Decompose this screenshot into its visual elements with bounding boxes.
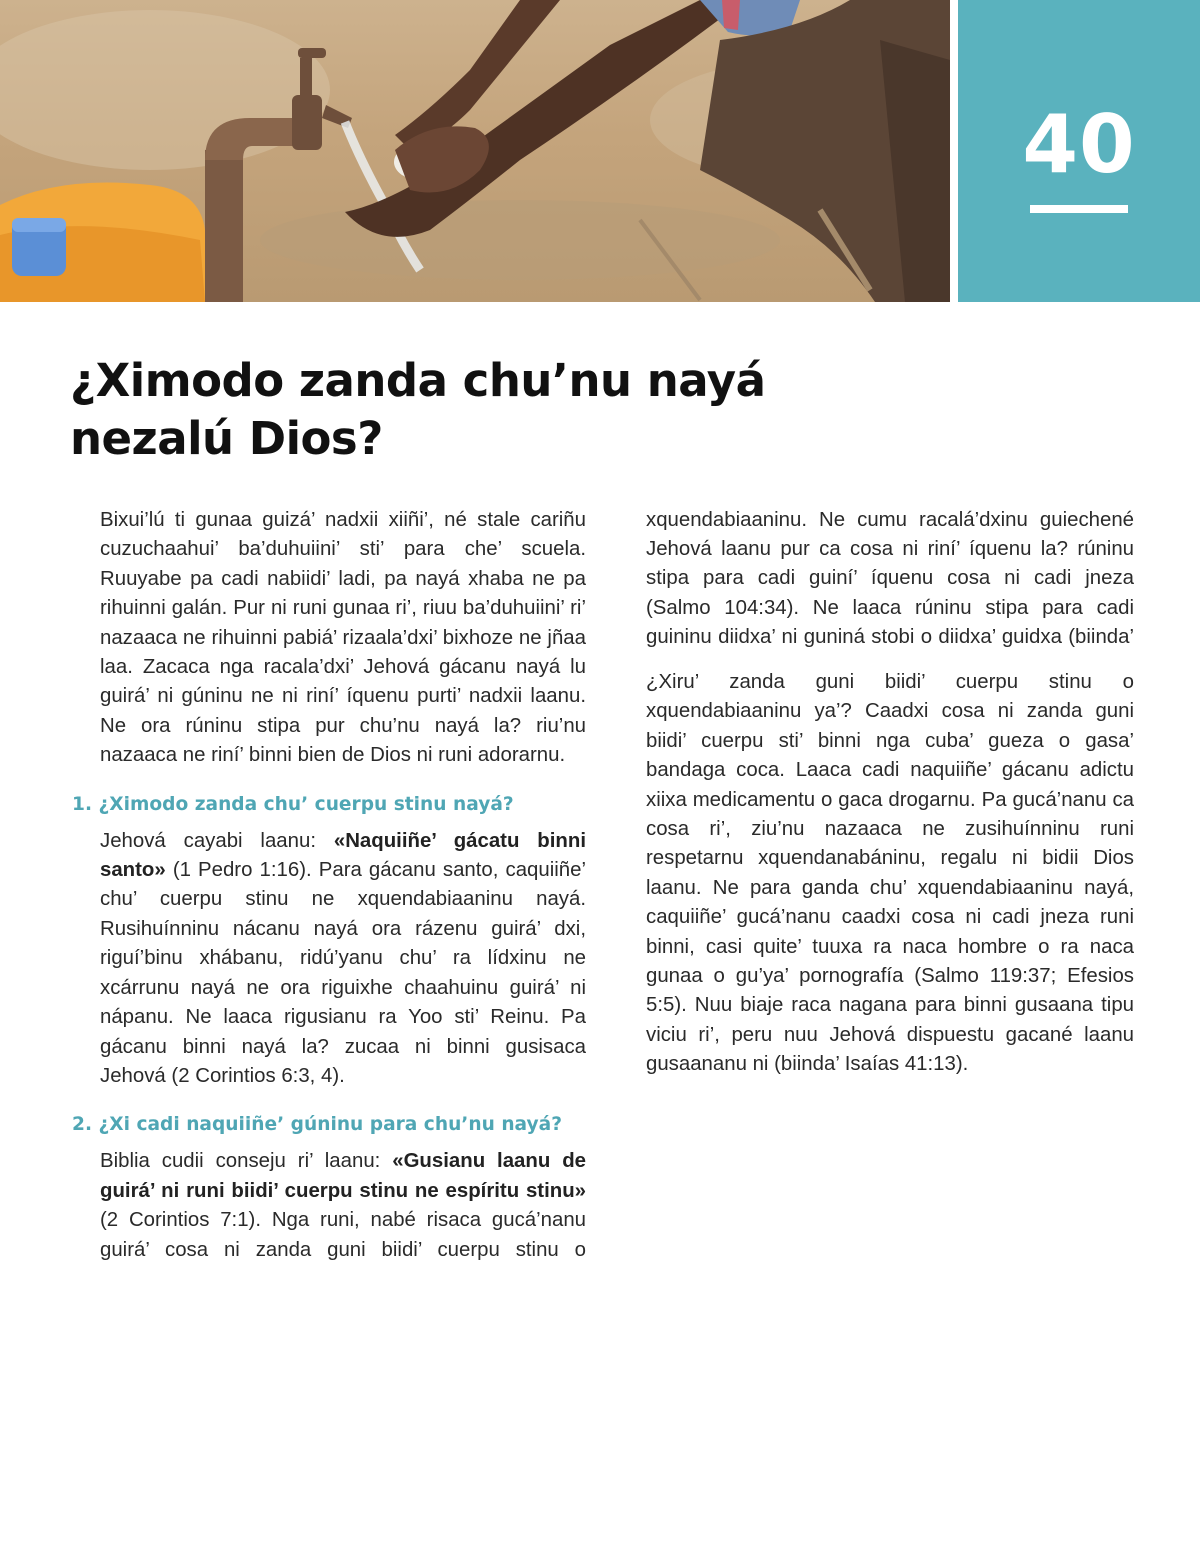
lesson-number: 40: [1022, 98, 1136, 191]
answer-paragraph: [100, 1147, 586, 1265]
text-column-left: [72, 506, 586, 1265]
lesson-number-underline: [1030, 205, 1128, 213]
scripture-quote: «Gusianu laanu de guirá’ ni runi biidi’ cuerpu stinu ne espíritu stinu»: [100, 1150, 586, 1202]
page-title: ¿Ximodo zanda chu’nu nayá nezalú Dios?: [70, 354, 766, 465]
continued-text-wrapper: [646, 506, 1134, 654]
hand-washing-illustration: [0, 0, 950, 302]
hero-photo: [0, 0, 950, 302]
text-column-right: [646, 506, 1134, 1094]
scripture-quote: «Naquiiñe’ gácatu binni santo»: [100, 829, 586, 882]
answer-text: (1 Pedro 1:16). Para gácanu santo, caquiiñe’ chu’ cuerpu stinu ne xquendabiaaninu nayá. Rusihuínninu nácanu nayá ora rázenu guirá’ dxi, riguí’binu xhábanu, ridú’yanu chu’ ra lídxinu ne xcárrunu nayá ne ora riguixhe chaahuinu guirá’ ni nápanu. Ne laaca rigusianu ra Yoo sti’ Reinu. Pa gácanu binni nayá la? zucaa ni binni gusisaca Jehová (2 Corintios 6:3, 4).: [100, 859, 586, 1087]
answer-text: Biblia cudii conseju ri’ laanu:: [100, 1150, 393, 1173]
answer-text: Jehová cayabi laanu:: [100, 829, 334, 852]
lesson-number-box: [958, 0, 1200, 302]
question-text: ¿Xi cadi naquiiñe’ gúninu para chu’nu nayá?: [98, 1114, 562, 1136]
answer-paragraph: ¿Xiru’ zanda guni biidi’ cuerpu stinu o xquendabiaaninu ya’? Caadxi cosa ni zanda guni biidi’ cuerpu sti’ binni nga cuba’ gueza o gasa’ bandaga coca. Laaca cadi naquiiñe’ gácanu adictu xiixa medicamentu o gaca drogarnu. Pa gucá’nanu ca cosa ri’, ziu’nu nazaaca ne zusihuínninu runi respetarnu xquendanabáninu, regalu ni bidii Dios laanu. Ne para ganda chu’ xquendabiaaninu nayá, caquiiñe’ gucá’nanu caadxi cosa ni cadi jneza runi binni, casi quite’ tuuxa ra naca hombre o ra naca gunaa o gu’ya’ pornografía (Salmo 119:37; Efesios 5:5). Nuu biaje raca nagana para binni gusaana tipu viciu ri’, peru nuu Jehová dispuestu gacané laanu gusaananu ni (biinda’ Isaías 41:13).: [646, 671, 1134, 1076]
answer-text: xquendabiaaninu. Ne cumu racalá’dxinu guiechené Jehová laanu pur ca cosa ni riní’ íquenu la? rúninu stipa para cadi guiní’ íquenu cosa ni cadi jneza (Salmo 104:34). Ne laaca rúninu stipa para cadi guininu diidxa’ ni guniná stobi o diidxa’ guidxa (biinda’: [646, 508, 1134, 649]
answer-paragraph-continued: [646, 506, 1134, 654]
answer-paragraph: [100, 827, 586, 1092]
question-heading-2: [72, 1111, 586, 1139]
question-number: 2.: [72, 1114, 93, 1136]
question-heading-1: [72, 791, 586, 819]
intro-paragraph: Bixui’lú ti gunaa guizá’ nadxii xiiñi’, né stale cariñu cuzuchaahui’ ba’duhuiini’ sti’ para che’ scuela. Ruuyabe pa cadi nabiidi’ ladi, pa nayá xhaba ne pa rihuinni galán. Pur ni runi gunaa ri’, riuu ba’duhuiini’ ri’ nazaaca ne rihuinni pabiá’ rizaala’dxi’ bixhoze ne jñaa laa. Zacaca nga racala’dxi’ Jehová gácanu nayá lu guirá’ ni gúninu ne ni riní’ íquenu purti’ nadxii laanu. Ne ora rúninu stipa pur chu’nu nayá la? riu’nu nazaaca ne riní’ binni bien de Dios ni runi adorarnu.: [100, 509, 586, 767]
question-text: ¿Ximodo zanda chu’ cuerpu stinu nayá?: [98, 793, 514, 815]
question-number: 1.: [72, 793, 93, 815]
answer-text: (2 Corintios 7:1). Nga runi, nabé risaca gucá’nanu guirá’ cosa ni zanda guni biidi’ cuerpu stinu o: [100, 1209, 586, 1261]
